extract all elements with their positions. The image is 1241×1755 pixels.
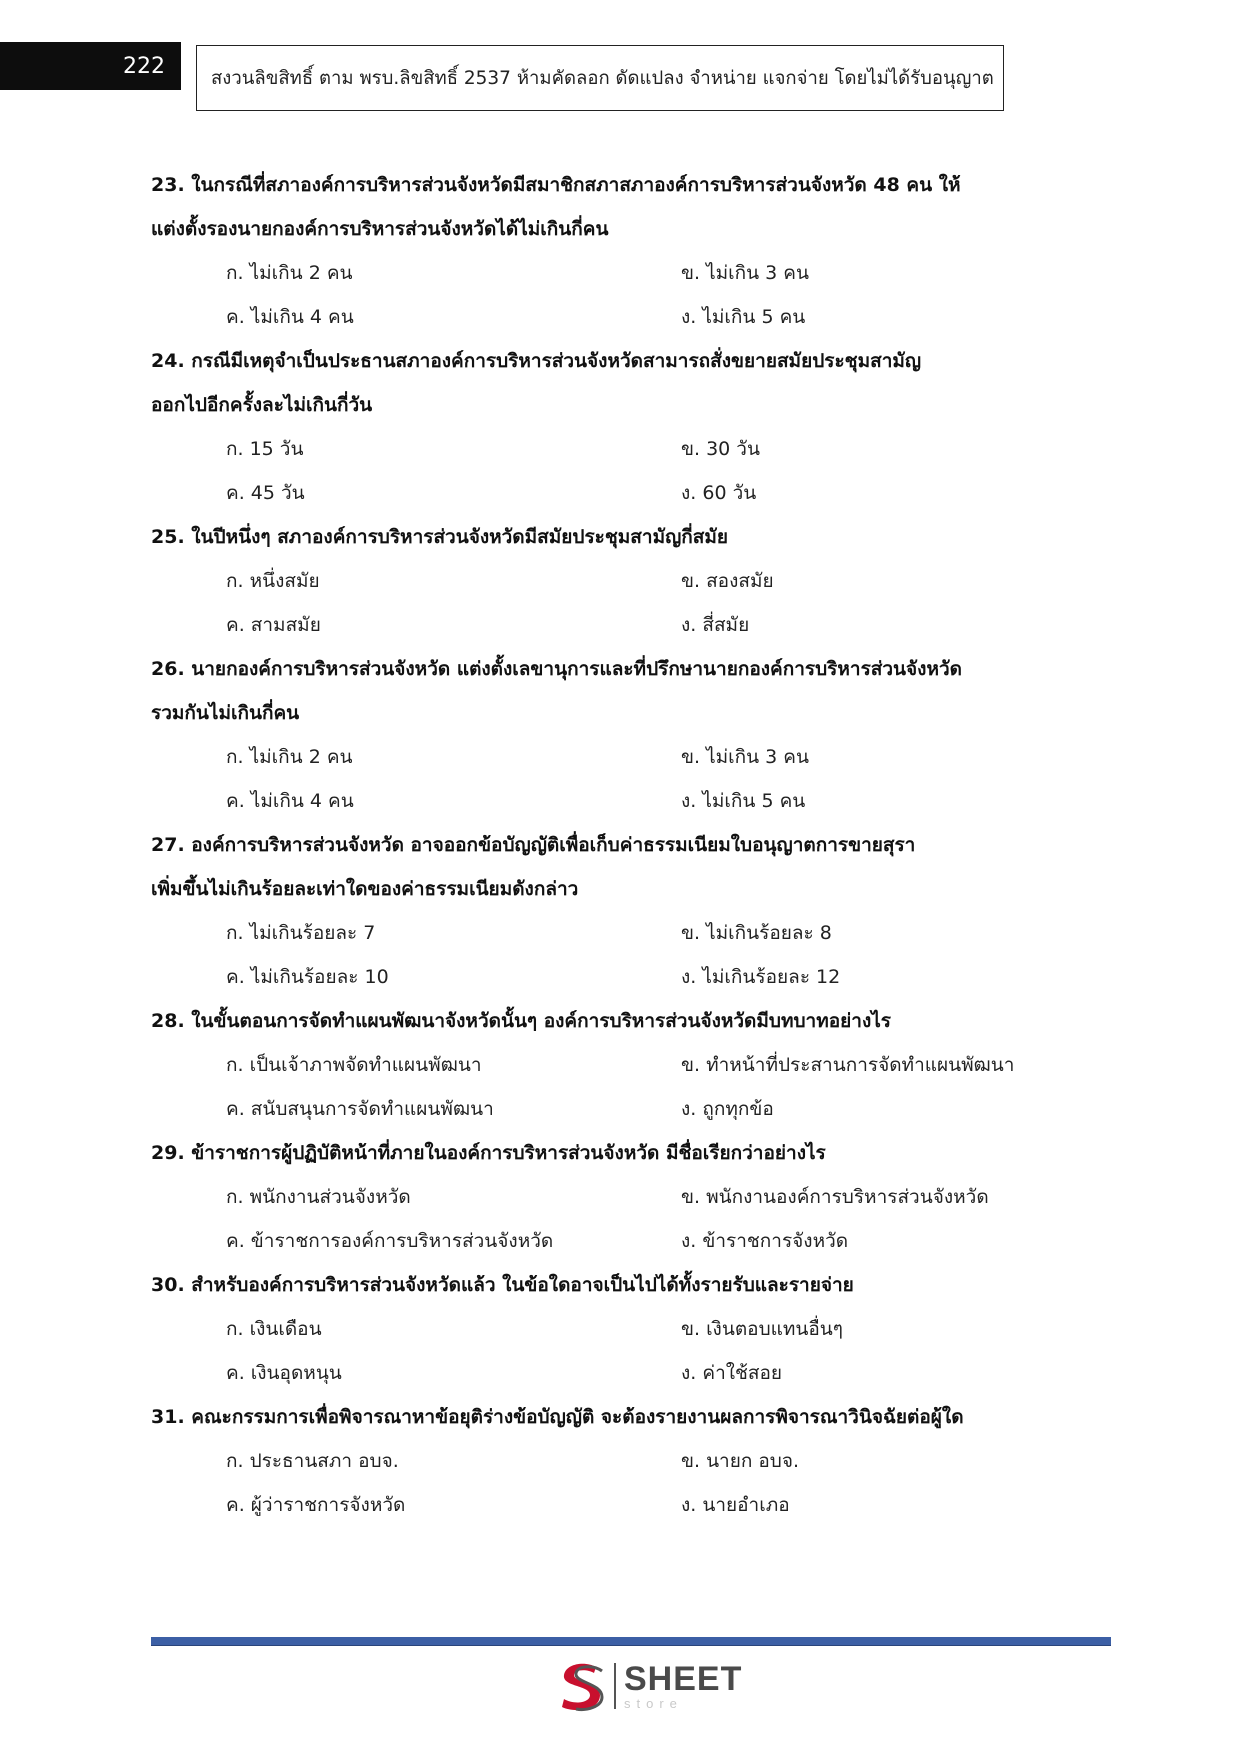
logo-sub: store [624, 1696, 683, 1711]
logo-divider [614, 1663, 616, 1709]
option-row [151, 603, 1071, 647]
answer-option: ง. ไม่เกิน 5 คน [681, 306, 806, 328]
answer-option: ค. ไม่เกิน 4 คน [226, 306, 354, 328]
question-block [151, 999, 1071, 1131]
answer-option: ก. ไม่เกิน 2 คน [226, 262, 353, 284]
option-row [151, 251, 1071, 295]
question-block [151, 1395, 1071, 1527]
answer-option: ก. ไม่เกิน 2 คน [226, 746, 353, 768]
question-block [151, 515, 1071, 647]
question-text: 28. ในขั้นตอนการจัดทำแผนพัฒนาจังหวัดนั้นๆ องค์การบริหารส่วนจังหวัดมีบทบาทอย่างไร [151, 1010, 891, 1032]
answer-option: ก. 15 วัน [226, 438, 304, 460]
page-number-badge [0, 42, 181, 90]
answer-option: ข. สองสมัย [681, 570, 774, 592]
option-row [151, 1043, 1071, 1087]
answer-option: ง. สี่สมัย [681, 614, 750, 636]
option-row [151, 295, 1071, 339]
logo-word: SHEET [624, 1660, 743, 1698]
answer-option: ค. สนับสนุนการจัดทำแผนพัฒนา [226, 1098, 494, 1120]
answer-option: ข. ทำหน้าที่ประสานการจัดทำแผนพัฒนา [681, 1054, 1015, 1076]
answer-option: ง. ถูกทุกข้อ [681, 1098, 774, 1120]
question-text: 30. สำหรับองค์การบริหารส่วนจังหวัดแล้ว ในข้อใดอาจเป็นไปได้ทั้งรายรับและรายจ่าย [151, 1274, 854, 1296]
answer-option: ค. ไม่เกินร้อยละ 10 [226, 966, 389, 988]
question-text: ออกไปอีกครั้งละไม่เกินกี่วัน [151, 394, 373, 416]
question-text: แต่งตั้งรองนายกองค์การบริหารส่วนจังหวัดได้ไม่เกินกี่คน [151, 218, 609, 240]
copyright-text: สงวนลิขสิทธิ์ ตาม พรบ.ลิขสิทธิ์ 2537 ห้ามคัดลอก ดัดแปลง จำหน่าย แจกจ่าย โดยไม่ได้รับอนุญาต [211, 67, 994, 89]
question-text: 24. กรณีมีเหตุจำเป็นประธานสภาองค์การบริหารส่วนจังหวัดสามารถสั่งขยายสมัยประชุมสามัญ [151, 350, 922, 372]
answer-option: ค. ผู้ว่าราชการจังหวัด [226, 1494, 406, 1516]
option-row [151, 911, 1071, 955]
question-text: 25. ในปีหนึ่งๆ สภาองค์การบริหารส่วนจังหวัดมีสมัยประชุมสามัญกี่สมัย [151, 526, 729, 548]
answer-option: ข. ไม่เกิน 3 คน [681, 262, 809, 284]
answer-option: ค. ข้าราชการองค์การบริหารส่วนจังหวัด [226, 1230, 554, 1252]
answer-option: ก. เป็นเจ้าภาพจัดทำแผนพัฒนา [226, 1054, 482, 1076]
answer-option: ข. ไม่เกินร้อยละ 8 [681, 922, 832, 944]
question-block [151, 339, 1071, 515]
question-text: 23. ในกรณีที่สภาองค์การบริหารส่วนจังหวัดมีสมาชิกสภาสภาองค์การบริหารส่วนจังหวัด 48 คน ให้ [151, 174, 961, 196]
option-row [151, 1175, 1071, 1219]
question-block [151, 163, 1071, 339]
answer-option: ข. เงินตอบแทนอื่นๆ [681, 1318, 844, 1340]
answer-option: ค. 45 วัน [226, 482, 305, 504]
question-block [151, 647, 1071, 823]
answer-option: ก. ไม่เกินร้อยละ 7 [226, 922, 376, 944]
option-row [151, 735, 1071, 779]
answer-option: ค. สามสมัย [226, 614, 321, 636]
option-row [151, 1351, 1071, 1395]
option-row [151, 1439, 1071, 1483]
answer-option: ง. นายอำเภอ [681, 1494, 790, 1516]
option-row [151, 1307, 1071, 1351]
question-text: 31. คณะกรรมการเพื่อพิจารณาหาข้อยุติร่างข้อบัญญัติ จะต้องรายงานผลการพิจารณาวินิจฉัยต่อผู้ใด [151, 1406, 964, 1428]
answer-option: ก. เงินเดือน [226, 1318, 322, 1340]
question-block [151, 1263, 1071, 1395]
question-text: 26. นายกองค์การบริหารส่วนจังหวัด แต่งตั้งเลขานุการและที่ปรึกษานายกองค์การบริหารส่วนจังหวัด [151, 658, 962, 680]
answer-option: ข. ไม่เกิน 3 คน [681, 746, 809, 768]
question-block [151, 1131, 1071, 1263]
option-row [151, 471, 1071, 515]
option-row [151, 779, 1071, 823]
footer-rule [151, 1637, 1111, 1646]
option-row [151, 1087, 1071, 1131]
question-text: 27. องค์การบริหารส่วนจังหวัด อาจออกข้อบัญญัติเพื่อเก็บค่าธรรมเนียมใบอนุญาตการขายสุรา [151, 834, 916, 856]
answer-option: ง. ไม่เกิน 5 คน [681, 790, 806, 812]
answer-option: ข. นายก อบจ. [681, 1450, 800, 1472]
logo-text [624, 1662, 742, 1710]
question-list [151, 163, 1071, 1527]
option-row [151, 427, 1071, 471]
option-row [151, 559, 1071, 603]
option-row [151, 955, 1071, 999]
answer-option: ง. 60 วัน [681, 482, 757, 504]
question-block [151, 823, 1071, 999]
question-text: เพิ่มขึ้นไม่เกินร้อยละเท่าใดของค่าธรรมเนียมดังกล่าว [151, 878, 579, 900]
answer-option: ข. พนักงานองค์การบริหารส่วนจังหวัด [681, 1186, 989, 1208]
answer-option: ก. พนักงานส่วนจังหวัด [226, 1186, 411, 1208]
question-text: รวมกันไม่เกินกี่คน [151, 702, 300, 724]
answer-option: ก. หนึ่งสมัย [226, 570, 320, 592]
answer-option: ง. ไม่เกินร้อยละ 12 [681, 966, 841, 988]
answer-option: ค. เงินอุดหนุน [226, 1362, 342, 1384]
copyright-notice [196, 45, 1004, 111]
answer-option: ข. 30 วัน [681, 438, 760, 460]
answer-option: ง. ค่าใช้สอย [681, 1362, 783, 1384]
answer-option: ค. ไม่เกิน 4 คน [226, 790, 354, 812]
sheet-store-logo [556, 1658, 742, 1714]
option-row [151, 1219, 1071, 1263]
option-row [151, 1483, 1071, 1527]
answer-option: ง. ข้าราชการจังหวัด [681, 1230, 849, 1252]
page-number: 222 [123, 53, 165, 79]
sheet-store-s-icon [556, 1659, 608, 1713]
answer-option: ก. ประธานสภา อบจ. [226, 1450, 399, 1472]
question-text: 29. ข้าราชการผู้ปฏิบัติหน้าที่ภายในองค์การบริหารส่วนจังหวัด มีชื่อเรียกว่าอย่างไร [151, 1142, 826, 1164]
